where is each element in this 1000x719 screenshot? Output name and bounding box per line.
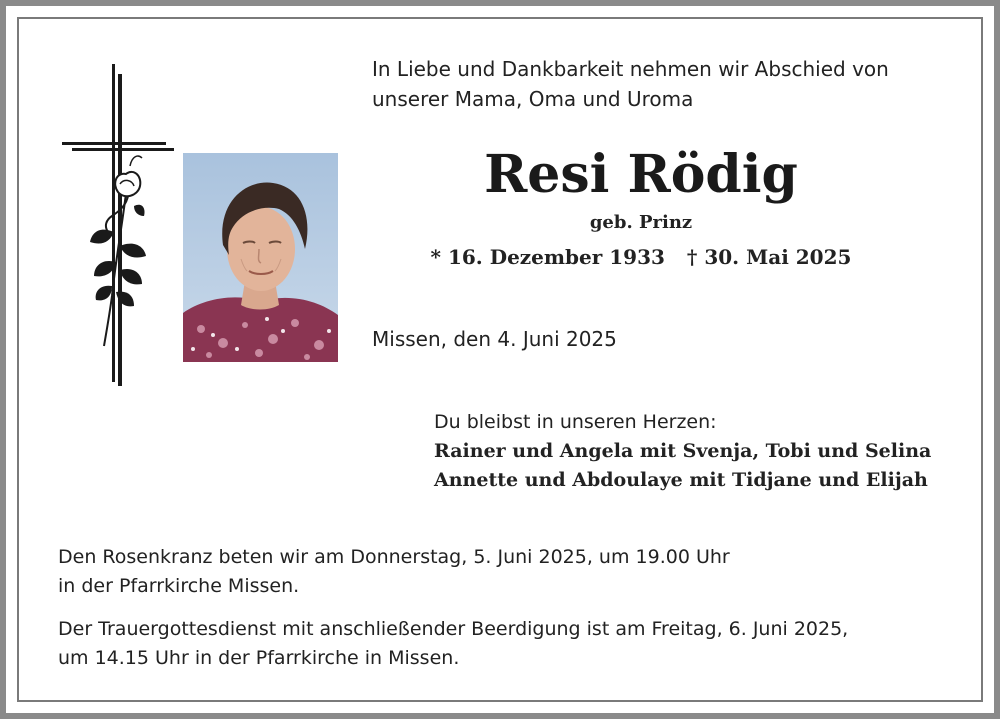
intro-line-1: In Liebe und Dankbarkeit nehmen wir Abschied von (372, 57, 889, 81)
obituary-notice (6, 6, 994, 713)
deceased-name: Resi Rödig (484, 144, 798, 205)
place-and-date: Missen, den 4. Juni 2025 (372, 327, 617, 351)
birth-date: * 16. Dezember 1933 (430, 245, 665, 269)
rosary-notice (58, 543, 730, 601)
funeral-notice (58, 615, 848, 673)
rosary-line-2: in der Pfarrkirche Missen. (58, 575, 300, 597)
mourners-block (434, 408, 931, 495)
life-dates (372, 242, 910, 272)
intro-line-2: unserer Mama, Oma und Uroma (372, 87, 694, 111)
mourners-intro: Du bleibst in unseren Herzen: (434, 411, 717, 433)
funeral-line-2: um 14.15 Uhr in der Pfarrkirche in Missen. (58, 647, 460, 669)
mourners-family-1: Rainer und Angela mit Svenja, Tobi und Selina (434, 440, 932, 462)
death-date: † 30. Mai 2025 (686, 245, 852, 269)
mourners-family-2: Annette und Abdoulaye mit Tidjane und Elijah (434, 469, 928, 491)
cross-with-rose-icon (54, 56, 174, 386)
intro-text (372, 54, 889, 114)
maiden-name: geb. Prinz (589, 212, 693, 233)
portrait-photo (183, 153, 338, 362)
funeral-line-1: Der Trauergottesdienst mit anschließender Beerdigung ist am Freitag, 6. Juni 2025, (58, 618, 849, 640)
rosary-line-1: Den Rosenkranz beten wir am Donnerstag, 5. Juni 2025, um 19.00 Uhr (58, 546, 730, 568)
